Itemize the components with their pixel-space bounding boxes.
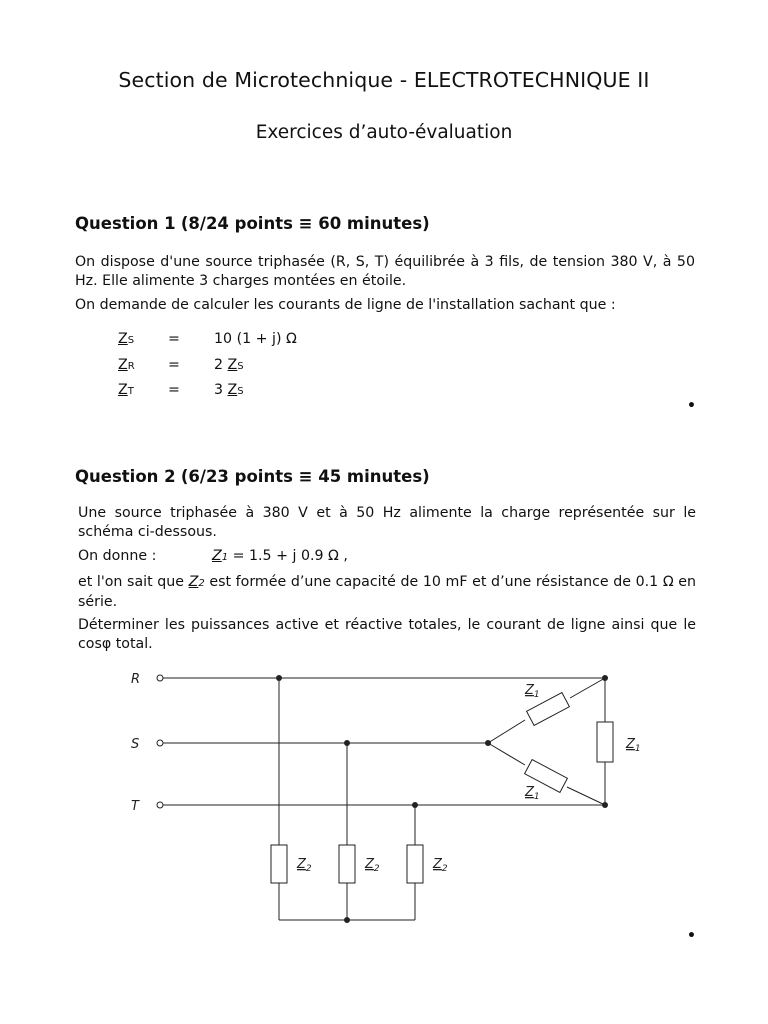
q2-meta: (6/23 points ≡ 45 minutes) (180, 467, 430, 486)
q1-equation-op-3: = (168, 382, 180, 398)
page-title: Section de Microtechnique - ELECTROTECHNIQUE II (118, 68, 650, 92)
q1-equation-zr: ZR (118, 357, 135, 373)
label-z2-2: $Z_2$ (365, 857, 380, 874)
junction-delta-r (602, 675, 608, 681)
q1-equation-rhs-3: 3 ZS (214, 382, 244, 398)
label-t: T (131, 799, 139, 814)
shunt-resistor-3 (407, 845, 423, 883)
junction-s (344, 740, 350, 746)
label-s: S (131, 737, 140, 752)
q1-equation-zt: ZT (118, 382, 134, 398)
q2-end-mark: • (687, 928, 696, 944)
q1-equation-zs: ZS (118, 331, 135, 347)
q1-equation-op-2: = (168, 357, 180, 373)
junction-delta-t (602, 802, 608, 808)
junction-bus (344, 917, 350, 923)
q2-label: Question 2 (75, 467, 176, 486)
q2-given-label: On donne : (78, 548, 157, 564)
q2-paragraph-1: Une source triphasée à 380 V et à 50 Hz alimente la charge représentée sur le schéma ci-dessous. (78, 505, 696, 540)
terminal-r (157, 675, 163, 681)
terminal-t (157, 802, 163, 808)
q2-paragraph-3: Déterminer les puissances active et réactive totales, le courant de ligne ainsi que le cosφ total. (78, 617, 696, 652)
label-z1-upper: $Z_1$ (525, 683, 540, 700)
q1-paragraph-1: On dispose d'une source triphasée (R, S, T) équilibrée à 3 fils, de tension 380 V, à 50 Hz. Elle alimente 3 charges montées en étoile. (75, 254, 695, 289)
shunt-resistor-1 (271, 845, 287, 883)
label-z2-1: $Z_2$ (297, 857, 312, 874)
q1-end-mark: • (687, 398, 696, 414)
q2-paragraph-2: et l'on sait que Z2 est formée d’une capacité de 10 mF et d’une résistance de 0.1 Ω en série. (78, 574, 697, 610)
q1-equation-op-1: = (168, 331, 180, 347)
junction-delta-s (485, 740, 491, 746)
q1-paragraph-2: On demande de calculer les courants de ligne de l'installation sachant que : (75, 297, 616, 313)
junction-r (276, 675, 282, 681)
q1-label: Question 1 (75, 214, 176, 233)
q1-equation-rhs-2: 2 ZS (214, 357, 244, 373)
q1-meta: (8/24 points ≡ 60 minutes) (180, 214, 430, 233)
q1-equation-rhs-1: 10 (1 + j) Ω (214, 331, 297, 347)
junction-t (412, 802, 418, 808)
delta-right-resistor (597, 722, 613, 762)
label-r: R (131, 672, 141, 687)
terminal-s (157, 740, 163, 746)
label-z1-lower: $Z_1$ (525, 785, 540, 802)
q2-z1-definition: Z1 = 1.5 + j 0.9 Ω , (212, 548, 348, 564)
label-z2-3: $Z_2$ (433, 857, 448, 874)
shunt-resistor-2 (339, 845, 355, 883)
page-subtitle: Exercices d’auto-évaluation (255, 122, 513, 143)
label-z1-right: $Z_1$ (626, 737, 641, 754)
